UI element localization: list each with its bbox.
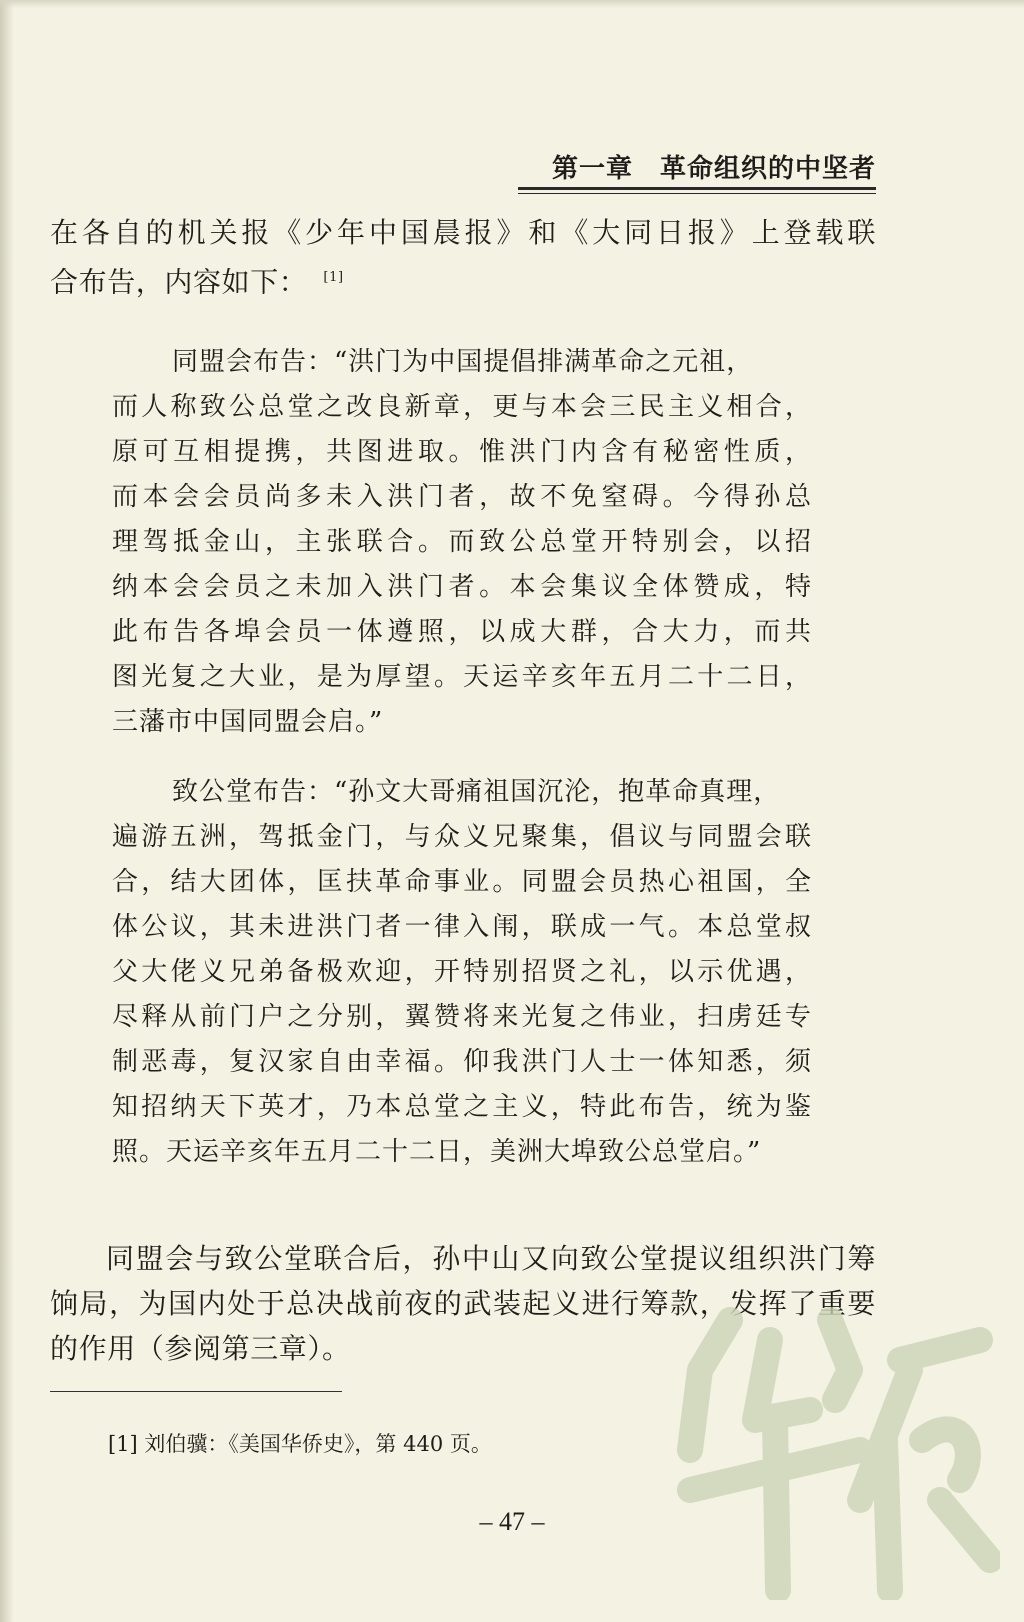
quote-line: 致公堂布告：“孙文大哥痛祖国沉沦，抱革命真理， [172, 777, 781, 807]
header-rule-thin [518, 193, 876, 194]
text-line: 饷局，为国内处于总决战前夜的武装起义进行筹款，发挥了重要 [50, 1287, 876, 1320]
quote-line: 同盟会布告：“洪门为中国提倡排满革命之元祖， [172, 347, 754, 377]
quote-line: 而人称致公总堂之改良新章，更与本会三民主义相合， [112, 392, 812, 422]
quote-line: 尽释从前门户之分别，翼赞将来光复之伟业，扫虏廷专 [112, 1002, 812, 1032]
page-edge-top [0, 0, 1024, 8]
quote-line: 知招纳天下英才，乃本总堂之主义，特此布告，统为鉴 [112, 1092, 812, 1122]
quote-line: 理驾抵金山，主张联合。而致公总堂开特别会，以招 [112, 527, 812, 557]
text-line: 在各自的机关报《少年中国晨报》和《大同日报》上登载联 [50, 216, 876, 249]
quote-line: 遍游五洲，驾抵金门，与众义兄聚集，倡议与同盟会联 [112, 822, 812, 852]
text-line: 同盟会与致公堂联合后，孙中山又向致公堂提议组织洪门筹 [106, 1242, 876, 1275]
quote-line: 父大佬义兄弟备极欢迎，开特别招贤之礼，以示优遇， [112, 957, 812, 987]
text-line [50, 255, 876, 300]
zhigongtang-notice [112, 770, 812, 1175]
quote-line: 此布告各埠会员一体遵照，以成大群，合大力，而共 [112, 617, 812, 647]
quote-line: 制恶毒，复汉家自由幸福。仰我洪门人士一体知悉，须 [112, 1047, 812, 1077]
footnote: [1] 刘伯骥：《美国华侨史》，第 440 页。 [108, 1432, 492, 1456]
quote-line: 图光复之大业，是为厚望。天运辛亥年五月二十二日， [112, 662, 812, 692]
quote-line: 照。天运辛亥年五月二十二日，美洲大埠致公总堂启。” [112, 1137, 762, 1167]
tongmenghui-notice [112, 340, 812, 745]
running-header: 第一章 革命组织的中坚者 [551, 154, 876, 184]
footnote-reference: [1] [323, 270, 344, 285]
quote-line: 合，结大团体，匡扶革命事业。同盟会员热心祖国，全 [112, 867, 812, 897]
quote-line: 原可互相提携，共图进取。惟洪门内含有秘密性质， [112, 437, 812, 467]
intro-paragraph [50, 210, 876, 300]
footnote-divider [50, 1391, 342, 1392]
huaqiao-watermark-graphic [660, 1300, 1000, 1600]
quote-line: 体公议，其未进洪门者一律入闱，联成一气。本总堂叔 [112, 912, 812, 942]
huaqiao-watermark [660, 1300, 1000, 1600]
text-line: 的作用（参阅第三章）。 [50, 1332, 351, 1365]
page-edge [0, 0, 14, 1622]
quote-line: 纳本会会员之未加入洪门者。本会集议全体赞成，特 [112, 572, 812, 602]
header-rule [518, 187, 876, 190]
text-line-content: 合布告，内容如下： [50, 265, 308, 299]
quote-line: 而本会会员尚多未入洪门者，故不免窒碍。今得孙总 [112, 482, 812, 512]
page-number: – 47 – [479, 1507, 545, 1536]
quote-line: 三藩市中国同盟会启。” [112, 707, 384, 737]
